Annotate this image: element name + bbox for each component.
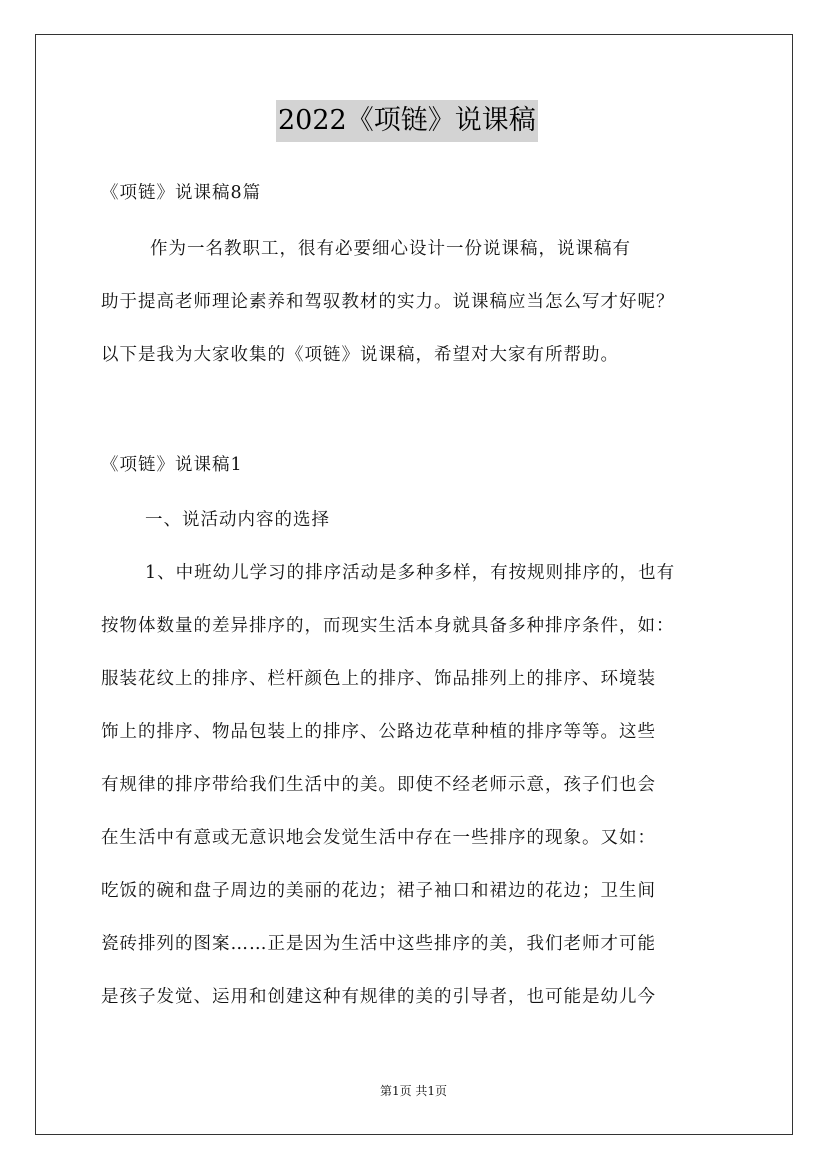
document-subtitle: 《项链》说课稿8篇 <box>101 183 262 203</box>
body-line: 是孩子发觉、运用和创建这种有规律的美的引导者，也可能是幼儿今 <box>101 987 656 1007</box>
intro-line: 助于提高老师理论素养和驾驭教材的实力。说课稿应当怎么写才好呢？ <box>101 292 675 312</box>
body-line: 服装花纹上的排序、栏杆颜色上的排序、饰品排列上的排序、环境装 <box>101 669 656 689</box>
body-line: 按物体数量的差异排序的，而现实生活本身就具备多种排序条件，如： <box>101 616 675 636</box>
body-line: 有规律的排序带给我们生活中的美。即使不经老师示意，孩子们也会 <box>101 775 656 795</box>
document-title: 2022《项链》说课稿 <box>276 100 538 142</box>
page-footer: 第1页 共1页 <box>379 1084 448 1098</box>
body-line: 吃饭的碗和盘子周边的美丽的花边；裙子袖口和裙边的花边；卫生间 <box>101 881 656 901</box>
intro-line: 作为一名教职工，很有必要细心设计一份说课稿，说课稿有 <box>150 239 631 259</box>
section-heading: 一、说活动内容的选择 <box>145 510 330 530</box>
body-line: 1、中班幼儿学习的排序活动是多种多样，有按规则排序的，也有 <box>145 563 676 583</box>
section-title: 《项链》说课稿1 <box>101 455 243 475</box>
body-line: 瓷砖排列的图案……正是因为生活中这些排序的美，我们老师才可能 <box>101 934 656 954</box>
body-line: 在生活中有意或无意识地会发觉生活中存在一些排序的现象。又如： <box>101 828 656 848</box>
intro-line: 以下是我为大家收集的《项链》说课稿，希望对大家有所帮助。 <box>101 345 619 365</box>
body-line: 饰上的排序、物品包装上的排序、公路边花草种植的排序等等。这些 <box>101 722 656 742</box>
